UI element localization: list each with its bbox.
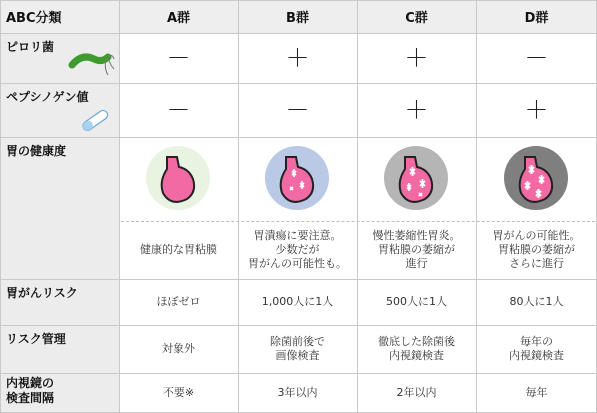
management-d: 毎年の 内視鏡検査 [476,325,597,373]
stomach-cell-b [238,137,357,221]
test-tube-icon [78,107,112,133]
row-label-pepsinogen [0,83,119,137]
management-c: 徹底した除菌後 内視鏡検査 [357,325,476,373]
table-border [0,0,597,1]
interval-a: 不要※ [119,373,238,413]
risk-d: 80人に1人 [476,279,597,325]
stomach-icon [357,137,476,221]
row-label-management: リスク管理 [0,325,119,373]
interval-b: 3年以内 [238,373,357,413]
pylori-d: － [476,33,597,83]
management-a: 対象外 [119,325,238,373]
pepsinogen-b: － [238,83,357,137]
management-b: 除菌前後で 画像検査 [238,325,357,373]
health-desc-d: 胃がんの可能性。 胃粘膜の萎縮が さらに進行 [476,221,597,279]
risk-c: 500人に1人 [357,279,476,325]
pylori-label: ピロリ菌 [6,40,55,54]
stomach-icon [119,137,238,221]
row-divider [0,33,597,34]
dashed-divider [121,221,595,222]
stomach-cell-a [119,137,238,221]
pepsinogen-d: ＋ [476,83,597,137]
header-group-b: B群 [238,0,357,33]
pepsinogen-a: － [119,83,238,137]
row-divider [0,279,597,280]
row-divider [0,325,597,326]
row-divider [0,137,597,138]
row-label-health: 胃の健康度 [0,137,119,279]
interval-d: 毎年 [476,373,597,413]
pepsinogen-label: ペプシノゲン値 [6,90,89,104]
pylori-c: ＋ [357,33,476,83]
header-group-c: C群 [357,0,476,33]
header-group-a: A群 [119,0,238,33]
health-desc-b: 胃潰瘍に要注意。 少数だが 胃がんの可能性も。 [238,221,357,279]
bacterium-icon [68,47,116,77]
row-label-interval: 内視鏡の 検査間隔 [0,373,119,413]
interval-c: 2年以内 [357,373,476,413]
row-divider [0,83,597,84]
pepsinogen-c: ＋ [357,83,476,137]
stomach-icon [476,137,597,221]
header-group-d: D群 [476,0,597,33]
health-desc-a: 健康的な胃粘膜 [119,221,238,279]
health-desc-c: 慢性萎縮性胃炎。 胃粘膜の萎縮が 進行 [357,221,476,279]
row-divider [0,373,597,374]
stomach-cell-d [476,137,597,221]
header-corner: ABC分類 [0,0,119,33]
risk-b: 1,000人に1人 [238,279,357,325]
column-divider [476,0,477,413]
column-divider [357,0,358,413]
row-label-pylori [0,33,119,83]
risk-a: ほぼゼロ [119,279,238,325]
column-divider [238,0,239,413]
pylori-b: ＋ [238,33,357,83]
table-border [0,0,1,413]
column-divider [119,0,120,413]
pylori-a: － [119,33,238,83]
stomach-cell-c [357,137,476,221]
row-label-risk: 胃がんリスク [0,279,119,325]
stomach-icon [238,137,357,221]
